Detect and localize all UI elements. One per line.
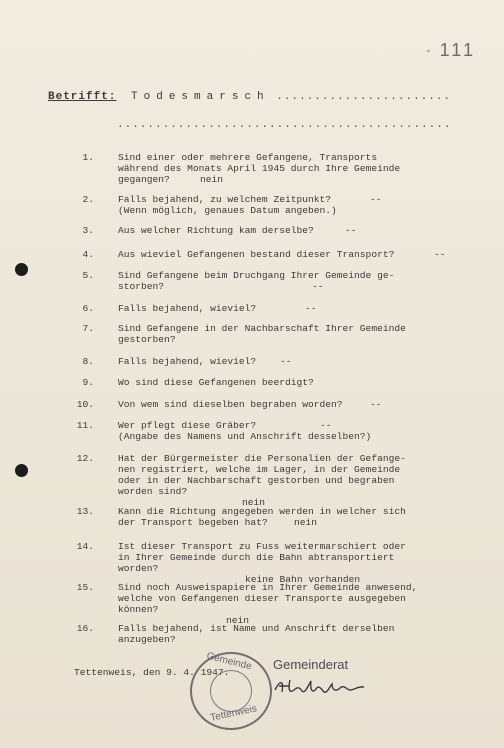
question-number: 4. (82, 249, 94, 260)
question-number: 14. (76, 541, 94, 552)
question-answer: -- (370, 194, 382, 205)
question-text: Sind noch Ausweispapiere in Ihrer Gemeinde anwesend, welche von Gefangenen dieser Transporte ausgegeben können? (118, 582, 418, 615)
subject-value: Todesmarsch (131, 91, 270, 103)
question-number: 10. (76, 399, 94, 410)
question-text: Hat der Bürgermeister die Personalien der Gefange- nen registriert, welche im Lager, in der Gemeinde oder in der Nachbarschaft gestorben und begraben worden sind? (118, 453, 406, 497)
question-text: Kann die Richtung angegeben werden in welcher sich der Transport begeben hat? (118, 506, 406, 528)
question-text: Sind Gefangene beim Druchgang Ihrer Gemeinde ge- storben? (118, 270, 395, 292)
question-text: Falls bejahend, zu welchem Zeitpunkt? (Wenn möglich, genaues Datum angeben.) (118, 194, 337, 216)
question-number: 7. (82, 323, 94, 334)
question-answer: nein (294, 517, 318, 528)
question-answer: -- (434, 249, 446, 260)
question-answer: -- (312, 281, 324, 292)
question-text: Ist dieser Transport zu Fuss weitermarschiert oder in Ihrer Gemeinde durch die Bahn abtransportiert worden? (118, 541, 406, 574)
question-answer: -- (320, 420, 332, 431)
question-text: Falls bejahend, wieviel? (118, 356, 257, 367)
question-number: 6. (82, 303, 94, 314)
question-number: 12. (76, 453, 94, 464)
question-answer: nein (242, 497, 266, 508)
subject-label: Betrifft: (48, 91, 117, 103)
question-text: Wo sind diese Gefangenen beerdigt? (118, 377, 314, 388)
question-number: 11. (76, 420, 94, 431)
question-text: Falls bejahend, wieviel? (118, 303, 257, 314)
question-number: 13. (76, 506, 94, 517)
page-number-dash: - (424, 44, 432, 58)
question-answer: -- (305, 303, 317, 314)
question-number: 5. (82, 270, 94, 281)
seal-bottom-text: Tettenweis (209, 703, 258, 724)
question-text: Von wem sind dieselben begraben worden? (118, 399, 343, 410)
seal-top-text: Gemeinde (205, 650, 253, 673)
question-text: Sind Gefangene in der Nachbarschaft Ihrer Gemeinde gestorben? (118, 323, 406, 345)
place-date: Tettenweis, den 9. 4. 1947. (74, 667, 230, 678)
question-text: Aus welcher Richtung kam derselbe? (118, 225, 314, 236)
question-text: Falls bejahend, ist Name und Anschrift derselben anzugeben? (118, 623, 395, 645)
punch-hole-bottom (15, 464, 28, 477)
municipal-seal-stamp (190, 652, 272, 730)
question-answer: -- (345, 225, 357, 236)
question-text: Aus wieviel Gefangenen bestand dieser Transport? (118, 249, 395, 260)
question-number: 3. (82, 225, 94, 236)
question-text: Wer pflegt diese Gräber? (Angabe des Namens und Anschrift desselben?) (118, 420, 372, 442)
question-answer: -- (370, 399, 382, 410)
question-number: 1. (82, 152, 94, 163)
punch-hole-top (15, 263, 28, 276)
council-label: Gemeinderat (273, 657, 349, 672)
question-answer: keine Bahn vorhanden (245, 574, 361, 585)
subject-line (48, 91, 451, 103)
handwritten-signature (272, 676, 368, 703)
question-number: 15. (76, 582, 94, 593)
question-number: 2. (82, 194, 94, 205)
question-answer: -- (280, 356, 292, 367)
question-number: 16. (76, 623, 94, 634)
question-number: 8. (82, 356, 94, 367)
question-number: 9. (82, 377, 94, 388)
question-answer: nein (226, 615, 250, 626)
dotted-separator: ............................................ (117, 119, 452, 131)
question-text: Sind einer oder mehrere Gefangene, Transports während des Monats April 1945 durch Ihre Gemeinde gegangen? (118, 152, 401, 185)
page-number: 111 (439, 40, 476, 60)
question-answer: nein (200, 174, 224, 185)
subject-dotted-leader: ....................... (276, 91, 452, 103)
